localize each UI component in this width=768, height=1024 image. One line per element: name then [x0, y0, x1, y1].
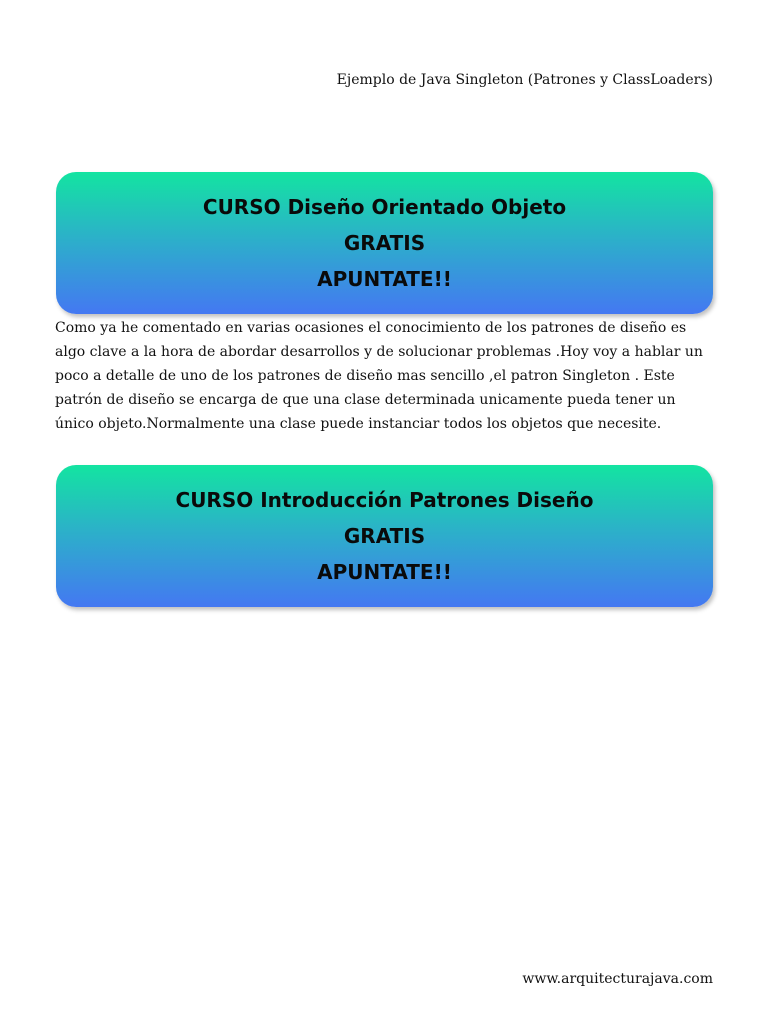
- banner-course-title: CURSO Introducción Patrones Diseño: [175, 488, 594, 512]
- banner-course-title: CURSO Diseño Orientado Objeto: [202, 195, 567, 219]
- course-banner-introduccion-patrones-diseno[interactable]: [56, 465, 713, 607]
- course-banner-diseno-orientado-objeto[interactable]: [56, 172, 713, 314]
- body-line: único objeto.Normalmente una clase puede instanciar todos los objetos que necesite.: [55, 416, 662, 432]
- banner-cta: APUNTATE!!: [317, 267, 452, 291]
- body-line: Como ya he comentado en varias ocasiones el conocimiento de los patrones de diseño es: [55, 320, 687, 336]
- body-line: patrón de diseño se encarga de que una clase determinada unicamente pueda tener un: [55, 392, 676, 408]
- banner-cta: APUNTATE!!: [317, 560, 452, 584]
- page-footer-url[interactable]: www.arquitecturajava.com: [522, 971, 713, 987]
- body-line: algo clave a la hora de abordar desarrollos y de solucionar problemas .Hoy voy a hablar un: [55, 344, 703, 360]
- page-header-title: Ejemplo de Java Singleton (Patrones y ClassLoaders): [336, 72, 713, 88]
- banner-price: GRATIS: [343, 231, 426, 255]
- body-paragraph: [55, 316, 715, 436]
- body-line: poco a detalle de uno de los patrones de diseño mas sencillo ,el patron Singleton . Este: [55, 368, 675, 384]
- banner-price: GRATIS: [343, 524, 426, 548]
